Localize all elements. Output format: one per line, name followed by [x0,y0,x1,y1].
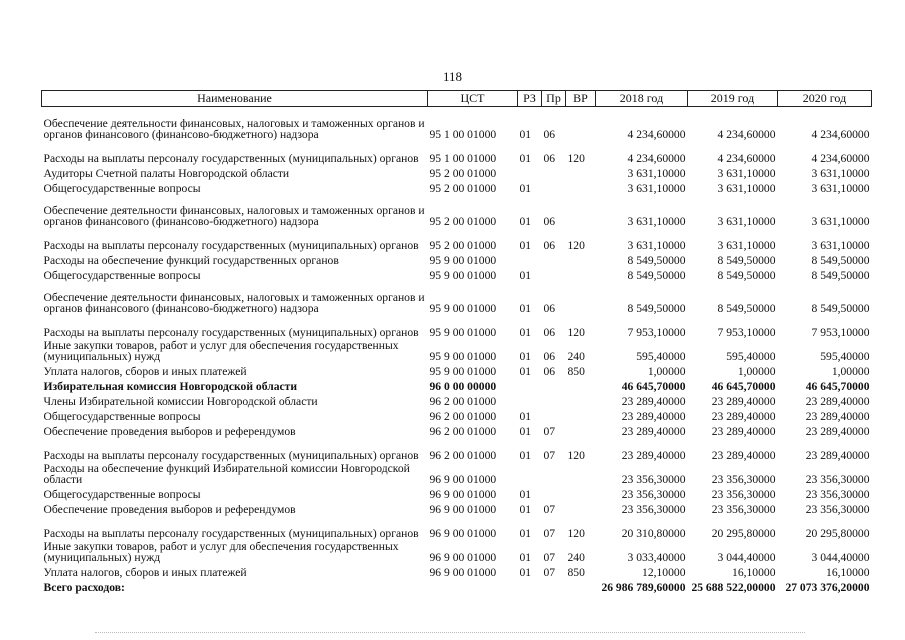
row-cst-cell: 96 9 00 01000 [429,502,497,516]
row-rz-cell: 01 [519,301,532,315]
row-2018-cell: 23 289,40000 [621,448,686,462]
row-pr-cell [542,392,566,407]
row-2018-cell: 23 356,30000 [621,502,686,516]
row-rz-cell: 01 [519,409,532,423]
row-name-cell: Расходы на обеспечение функций Избирательной комиссии Новгородской области [43,461,410,486]
row-2018-cell: 20 310,80000 [621,526,686,540]
row-pr-cell [542,461,566,485]
row-rz-cell: 01 [519,268,532,282]
row-name-cell: Обеспечение деятельности финансовых, налоговых и таможенных органов и органов финансового (финансово-бюджетного) надзора [43,116,425,141]
row-2018-cell: 7 953,10000 [627,325,686,339]
row-2019-cell: 1,00000 [737,364,776,378]
row-pr-cell [542,407,566,422]
row-2018-cell: 4 234,60000 [627,151,686,165]
row-name-cell: Общегосударственные вопросы [43,268,201,282]
row-2018-cell: 3 033,40000 [627,550,686,564]
row-2018-cell: 8 549,50000 [627,253,686,267]
table-row [42,515,872,539]
row-name-cell: Уплата налогов, сборов и иных платежей [43,364,247,378]
page-number: 118 [442,69,463,84]
row-2019-cell: 23 289,40000 [711,409,776,423]
row-name-cell: Расходы на выплаты персоналу государственных (муниципальных) органов [43,151,419,165]
row-rz-cell: 01 [519,364,532,378]
row-rz-cell: 01 [519,565,532,579]
row-rz-cell: 01 [519,214,532,228]
row-cst-cell: 96 9 00 01000 [429,526,497,540]
row-2018-cell: 23 289,40000 [621,424,686,438]
row-2020-cell: 7 953,10000 [811,325,870,339]
table-row [42,392,872,407]
row-vr-cell [566,377,596,392]
row-name-cell: Аудиторы Счетной палаты Новгородской области [43,166,290,180]
row-cst-cell: 95 9 00 01000 [429,268,497,282]
row-2019-cell: 23 356,30000 [711,502,776,516]
row-name-cell: Общегосударственные вопросы [43,409,201,423]
row-rz-cell [518,461,542,485]
row-rz-cell [518,578,542,593]
column-header-rz: РЗ [518,91,542,107]
row-2018-cell: 3 631,10000 [627,181,686,195]
row-cst-cell: 95 2 00 01000 [429,181,497,195]
row-pr-cell: 07 [543,502,556,516]
row-pr-cell [542,377,566,392]
row-rz-cell: 01 [519,526,532,540]
column-header-pr: Пр [542,91,566,107]
row-cst-cell: 96 2 00 01000 [429,409,497,423]
column-header-2019: 2019 год [688,91,778,107]
row-name-cell: Расходы на выплаты персоналу государственных (муниципальных) органов [43,238,419,252]
row-vr-cell [566,194,596,227]
row-pr-cell: 06 [543,127,556,141]
table-row [42,179,872,194]
table-row [42,563,872,578]
row-vr-cell [566,392,596,407]
row-rz-cell: 01 [519,151,532,165]
row-name-cell: Члены Избирательной комиссии Новгородской области [43,394,318,408]
row-2018-cell: 46 645,70000 [621,379,686,393]
row-vr-cell: 120 [567,151,585,165]
row-2020-cell: 23 356,30000 [805,487,870,501]
row-cst-cell: 95 9 00 01000 [429,301,497,315]
row-2020-cell: 23 356,30000 [805,472,870,486]
row-2018-cell: 1,00000 [647,364,686,378]
row-name-cell: Обеспечение проведения выборов и референдумов [43,502,296,516]
row-name-cell: Иные закупки товаров, работ и услуг для обеспечения государственных (муниципальных) нужд [43,338,399,363]
row-2019-cell: 23 356,30000 [711,487,776,501]
row-name-cell: Расходы на выплаты персоналу государственных (муниципальных) органов [43,526,419,540]
row-cst-cell: 95 9 00 01000 [429,349,497,363]
row-2018-cell: 26 986 789,60000 [601,580,686,594]
row-2020-cell: 4 234,60000 [811,127,870,141]
row-vr-cell [566,107,596,140]
row-name-cell: Всего расходов: [43,580,125,594]
column-header-2018: 2018 год [596,91,688,107]
row-pr-cell: 06 [543,325,556,339]
row-rz-cell: 01 [519,181,532,195]
row-rz-cell [518,392,542,407]
row-pr-cell: 07 [543,526,556,540]
row-2019-cell: 8 549,50000 [717,301,776,315]
row-2020-cell: 23 356,30000 [805,502,870,516]
row-rz-cell: 01 [519,448,532,462]
row-2020-cell: 3 631,10000 [811,238,870,252]
row-vr-cell: 850 [567,364,585,378]
row-2018-cell: 23 289,40000 [621,409,686,423]
table-row [42,251,872,266]
column-header-cst: ЦСТ [428,91,518,107]
table-row [42,362,872,377]
row-vr-cell: 120 [567,238,585,252]
row-name-cell: Расходы на выплаты персоналу государственных (муниципальных) органов [43,325,419,339]
row-vr-cell [566,164,596,179]
row-2020-cell: 3 631,10000 [811,181,870,195]
table-row [42,578,872,593]
row-2018-cell: 23 356,30000 [621,472,686,486]
row-rz-cell: 01 [519,349,532,363]
row-vr-cell [566,422,596,437]
row-2019-cell: 4 234,60000 [717,127,776,141]
row-cst-cell: 95 9 00 01000 [429,253,497,267]
column-header-2020: 2020 год [778,91,872,107]
row-rz-cell: 01 [519,550,532,564]
row-2018-cell: 3 631,10000 [627,238,686,252]
row-2019-cell: 3 631,10000 [717,166,776,180]
row-vr-cell [566,407,596,422]
row-2020-cell: 23 289,40000 [805,424,870,438]
row-2020-cell: 1,00000 [831,364,870,378]
table-row [42,107,872,140]
row-2019-cell: 20 295,80000 [711,526,776,540]
row-2020-cell: 16,10000 [826,565,870,579]
row-rz-cell: 01 [519,127,532,141]
row-2019-cell: 3 631,10000 [717,238,776,252]
table-row [42,500,872,515]
row-rz-cell: 01 [519,487,532,501]
row-pr-cell: 06 [543,151,556,165]
table-row [42,437,872,461]
row-pr-cell [542,485,566,500]
row-2019-cell: 3 631,10000 [717,214,776,228]
row-vr-cell [566,500,596,515]
table-row [42,281,872,314]
row-cst-cell: 96 9 00 01000 [429,487,497,501]
row-name-cell: Обеспечение деятельности финансовых, налоговых и таможенных органов и органов финансового (финансово-бюджетного) надзора [43,290,425,315]
row-2020-cell: 3 044,40000 [811,550,870,564]
row-vr-cell [566,461,596,485]
table-row [42,194,872,227]
row-name-cell: Расходы на выплаты персоналу государственных (муниципальных) органов [43,448,419,462]
row-name-cell: Общегосударственные вопросы [43,181,201,195]
row-pr-cell [542,164,566,179]
row-2019-cell: 25 688 522,00000 [691,580,776,594]
table-row [42,422,872,437]
row-cst-cell: 96 9 00 01000 [429,472,497,486]
budget-table [41,90,872,593]
row-2018-cell: 8 549,50000 [627,301,686,315]
table-row [42,266,872,281]
scan-artifact-line [95,632,805,633]
row-2020-cell: 4 234,60000 [811,151,870,165]
table-row [42,485,872,500]
column-header-vr: ВР [566,91,596,107]
row-cst-cell: 96 9 00 01000 [429,550,497,564]
row-2019-cell: 7 953,10000 [717,325,776,339]
row-rz-cell: 01 [519,424,532,438]
row-vr-cell [566,578,596,593]
row-vr-cell [566,251,596,266]
row-vr-cell [566,179,596,194]
table-body [42,107,872,593]
row-2020-cell: 595,40000 [820,349,870,363]
row-rz-cell [518,377,542,392]
row-2018-cell: 3 631,10000 [627,166,686,180]
row-rz-cell: 01 [519,502,532,516]
row-2019-cell: 8 549,50000 [717,268,776,282]
row-2019-cell: 4 234,60000 [717,151,776,165]
row-vr-cell: 120 [567,325,585,339]
row-name-cell: Избирательная комиссия Новгородской области [43,379,298,393]
row-2018-cell: 8 549,50000 [627,268,686,282]
row-cst-cell: 95 2 00 01000 [429,166,497,180]
row-cst-cell: 95 1 00 01000 [429,127,497,141]
row-2018-cell: 3 631,10000 [627,214,686,228]
row-pr-cell: 06 [543,364,556,378]
table-row [42,314,872,338]
row-cst-cell: 95 2 00 01000 [429,214,497,228]
row-2020-cell: 23 289,40000 [805,394,870,408]
table-row [42,338,872,362]
row-2019-cell: 23 356,30000 [711,472,776,486]
row-2019-cell: 3 631,10000 [717,181,776,195]
row-vr-cell [566,485,596,500]
row-2018-cell: 23 356,30000 [621,487,686,501]
row-rz-cell [518,251,542,266]
row-2019-cell: 3 044,40000 [717,550,776,564]
row-pr-cell: 06 [543,214,556,228]
row-2020-cell: 8 549,50000 [811,301,870,315]
row-name-cell: Иные закупки товаров, работ и услуг для обеспечения государственных (муниципальных) нужд [43,539,399,564]
row-2018-cell: 23 289,40000 [621,394,686,408]
row-2020-cell: 8 549,50000 [811,268,870,282]
row-pr-cell: 06 [543,349,556,363]
row-rz-cell: 01 [519,325,532,339]
row-vr-cell: 240 [567,349,585,363]
row-pr-cell: 07 [543,565,556,579]
row-2020-cell: 8 549,50000 [811,253,870,267]
row-2019-cell: 23 289,40000 [711,448,776,462]
row-vr-cell: 120 [567,526,585,540]
row-2019-cell: 23 289,40000 [711,424,776,438]
row-vr-cell [566,281,596,314]
row-cst-cell: 96 0 00 00000 [429,379,497,393]
row-pr-cell [542,578,566,593]
row-name-cell: Расходы на обеспечение функций государственных органов [43,253,339,267]
row-cst-cell: 96 2 00 01000 [429,424,497,438]
row-cst-cell: 96 9 00 01000 [429,565,497,579]
row-2018-cell: 4 234,60000 [627,127,686,141]
row-2020-cell: 23 289,40000 [805,448,870,462]
row-2020-cell: 46 645,70000 [805,379,870,393]
row-vr-cell: 850 [567,565,585,579]
table-header-row [42,91,872,107]
row-cst-cell: 95 9 00 01000 [429,325,497,339]
row-pr-cell [542,266,566,281]
row-vr-cell: 120 [567,448,585,462]
row-pr-cell: 07 [543,550,556,564]
row-cst-cell: 96 2 00 01000 [429,448,497,462]
row-2019-cell: 595,40000 [726,349,776,363]
column-header-name: Наименование [42,91,428,107]
row-name-cell: Уплата налогов, сборов и иных платежей [43,565,247,579]
row-cst-cell: 96 2 00 01000 [429,394,497,408]
table-row [42,164,872,179]
row-pr-cell: 07 [543,448,556,462]
row-2020-cell: 20 295,80000 [805,526,870,540]
row-vr-cell: 240 [567,550,585,564]
row-2020-cell: 3 631,10000 [811,214,870,228]
row-rz-cell [518,164,542,179]
row-cst-cell: 95 2 00 01000 [429,238,497,252]
table-row [42,539,872,563]
table-row [42,140,872,164]
table-row [42,227,872,251]
row-2020-cell: 3 631,10000 [811,166,870,180]
row-pr-cell: 06 [543,238,556,252]
row-2019-cell: 8 549,50000 [717,253,776,267]
row-cst-cell: 95 9 00 01000 [429,364,497,378]
row-2020-cell: 27 073 376,20000 [785,580,870,594]
row-vr-cell [566,266,596,281]
row-2019-cell: 16,10000 [732,565,776,579]
table-row [42,461,872,485]
row-name-cell: Обеспечение деятельности финансовых, налоговых и таможенных органов и органов финансового (финансово-бюджетного) надзора [43,203,425,228]
row-2018-cell: 12,10000 [642,565,686,579]
row-pr-cell: 06 [543,301,556,315]
row-name-cell: Общегосударственные вопросы [43,487,201,501]
table-row [42,407,872,422]
table-row [42,377,872,392]
row-2020-cell: 23 289,40000 [805,409,870,423]
row-rz-cell: 01 [519,238,532,252]
row-2019-cell: 23 289,40000 [711,394,776,408]
row-pr-cell: 07 [543,424,556,438]
row-2019-cell: 46 645,70000 [711,379,776,393]
row-cst-cell: 95 1 00 01000 [429,151,497,165]
row-name-cell: Обеспечение проведения выборов и референдумов [43,424,296,438]
row-2018-cell: 595,40000 [636,349,686,363]
row-cst-cell [428,578,518,593]
row-pr-cell [542,251,566,266]
row-pr-cell [542,179,566,194]
